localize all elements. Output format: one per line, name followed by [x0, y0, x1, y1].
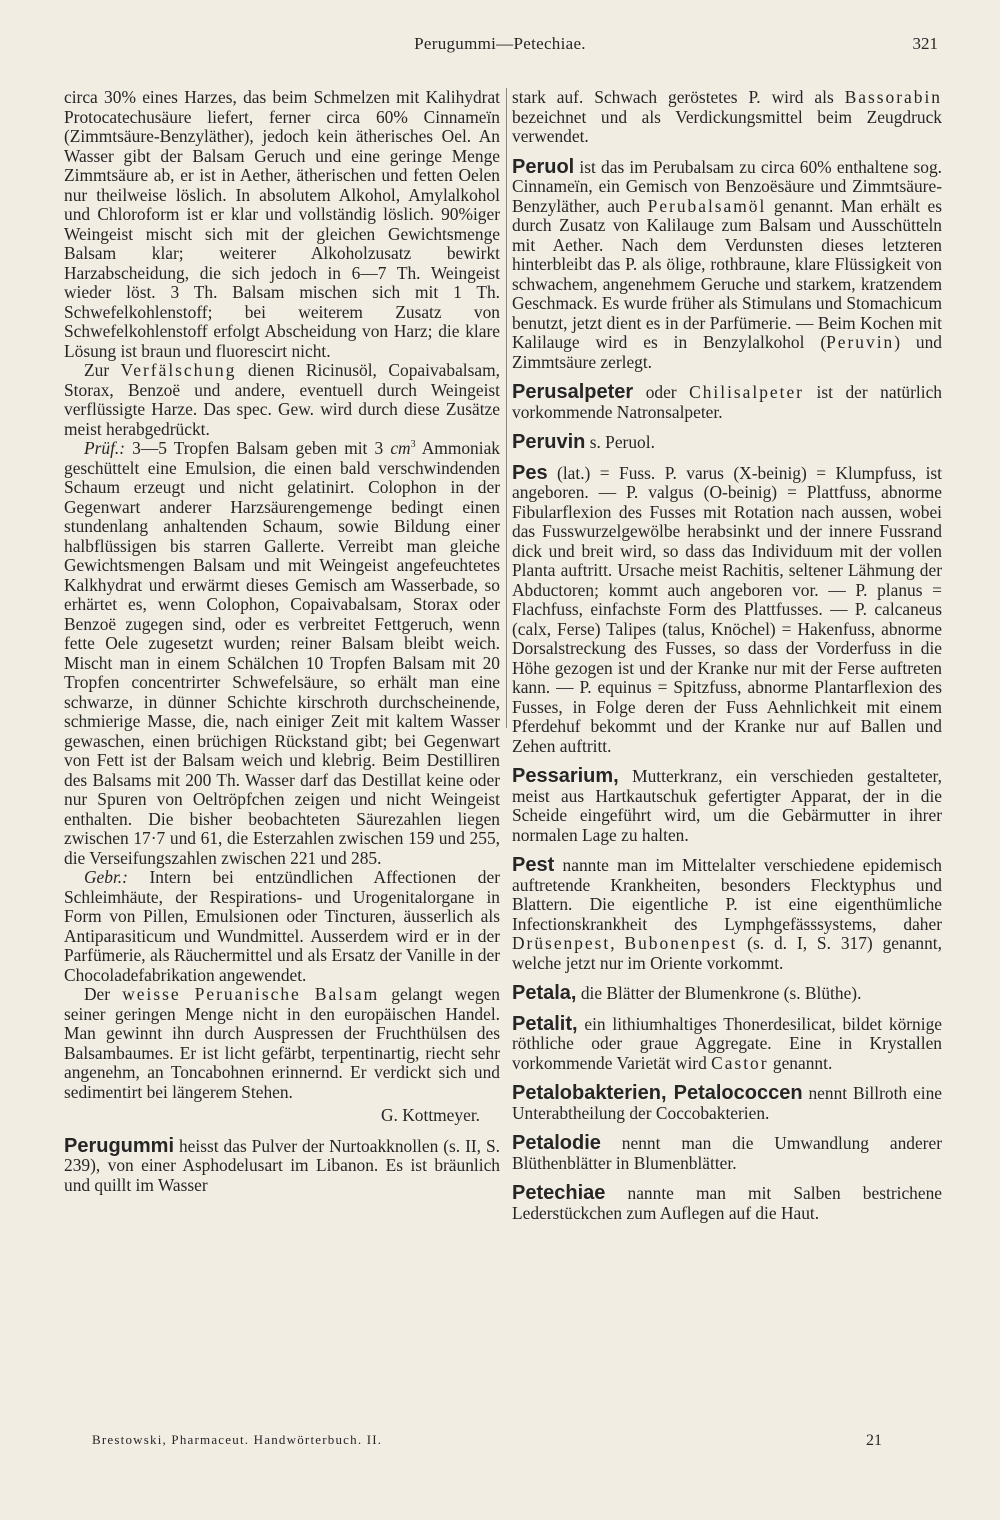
entry-pest: Pest nannte man im Mittelalter verschiedene epidemisch auftretende Krankheiten, besonders Flecktyphus und Blattern. Die eigentliche P. ist eine eigenthümliche Infectionskrankheit des Lymphgefässsystems, daher Drüsenpest, Bubonenpest (s. d. I, S. 317) genannt, welche jetzt nur im Oriente vorkommt. — [512, 854, 942, 973]
right-column — [512, 88, 942, 1223]
spaced-term: Castor — [711, 1052, 769, 1073]
spaced-term: Bassorabin — [844, 87, 942, 107]
pruef-label: Prüf.: — [84, 438, 126, 458]
headword: Perusalpeter — [512, 381, 634, 403]
entry-perusalpeter: Perusalpeter oder Chilisalpeter ist der natürlich vorkommende Natronsalpeter. — [512, 381, 942, 422]
gebr-label: Gebr.: — [84, 867, 128, 887]
entry-petechiae: Petechiae nannte man mit Salben bestrichene Lederstückchen zum Auflegen auf die Haut. — [512, 1182, 942, 1223]
headword: Pessarium, — [512, 765, 619, 787]
running-title: Perugummi—Petechiae. — [414, 34, 586, 53]
headword: Peruvin — [512, 431, 586, 453]
headword: Petechiae — [512, 1182, 606, 1204]
headword: Petalodie — [512, 1132, 601, 1154]
white-balsam-paragraph: Der weisse Peruanische Balsam gelangt wegen seiner geringen Menge nicht in den europäischen Handel. Man gewinnt ihn durch Auspressen der Fruchthülsen des Balsambaumes. Er ist licht gefärbt, terpentinartig, riecht sehr angenehm, an Toncabohnen erinnernd. Er verdickt sich und sedimentirt bei längerem Stehen. — [64, 984, 500, 1102]
balsam-properties-paragraph: circa 30% eines Harzes, das beim Schmelzen mit Kalihydrat Protocatechusäure liefert, ferner circa 60% Cinnameïn (Zimmtsäure-Benzyläther), jedoch kein ätherisches Oel. An Wasser gibt der Balsam Geruch und eine geringe Menge Zimmtsäure ab, er ist in Aether, ätherischen und fetten Oelen nur theilweise löslich. In absolutem Alkohol, Amylalkohol und Chloroform ist er klar und vollständig löslich. 90%iger Weingeist mischt sich mit der gleichen Gewichtsmenge Balsam klar; weiterer Alkoholzusatz bewirkt Harzabscheidung, die sich jedoch in 6—7 Th. Weingeist wieder löst. 3 Th. Balsam mischen sich mit 1 Th. Schwefelkohlenstoff; bei weiterem Zusatz von Schwefelkohlenstoff erfolgt Abscheidung von Harz; die klare Lösung ist braun und fluorescirt nicht. — [64, 87, 500, 361]
entry-pessarium: Pessarium, Mutterkranz, ein verschieden gestalteter, meist aus Hartkautschuk gefertigter Apparat, der in die Scheide eingeführt wird, um die Gebärmutter in ihrer normalen Lage zu halten. — [512, 765, 942, 845]
spaced-term: Bubonenpest — [624, 933, 738, 953]
testing-paragraph: Prüf.: 3—5 Tropfen Balsam geben mit 3 $cm^3$ Ammoniak geschüttelt eine Emulsion, die einen bald verschwindenden Schaum erzeugt und nicht gelatinirt. Colophon in der Gegenwart anderer Harzsäurengemenge bedingt einen stundenlang anhaltenden Schaum, sowie Bildung einer halbflüssigen bis starren Gallerte. Verreibt man gleiche Gewichtsmengen Balsam und mit Weingeist angefeuchtetes Kalkhydrat und erwärmt dieses Gemisch am Wasserbade, so erhärtet es, wenn Colophon, Copaivabalsam, Storax oder Benzoë zugegen sind, oder es verbreitet Fettgeruch, wenn fette Oele zugesetzt wurden; reiner Balsam bleibt weich. Mischt man in einem Schälchen 10 Tropfen Balsam mit 20 Tropfen concentrirter Schwefelsäure, so erhält man eine schwarze, in dünner Schichte kirschroth durchscheinende, schmierige Masse, die, nach einiger Zeit mit kaltem Wasser gewaschen, einen brüchigen Rückstand gibt; bei Gegenwart von Fett ist der Balsam weich und klebrig. Beim Destilliren des Balsams mit 200 Th. Wasser darf das Destillat keine oder nur Spuren von Oeltröpfchen zeigen und nicht Weingeist enthalten. Die bisher beobachteten Säurezahlen liegen zwischen 17·7 und 61, die Esterzahlen zwischen 159 und 255, die Verseifungszahlen zwischen 221 und 285. — [64, 438, 500, 868]
entry-petalit: Petalit, ein lithiumhaltiges Thonerdesilicat, bildet körnige röthliche oder graue Aggregate. Eine in Krystallen vorkommende Varietät wird Castor genannt. — [512, 1012, 942, 1073]
page-header — [0, 34, 1000, 58]
adulteration-paragraph: Zur Verfälschung dienen Ricinusöl, Copaivabalsam, Storax, Benzoë und andere, eventuell durch Weingeist verflüssigte Harze. Das spec. Gew. wird durch diese Zusätze meist herabgedrückt. — [64, 360, 500, 439]
author-signature: G. Kottmeyer. — [380, 1105, 480, 1125]
entry-peruol: Peruol ist das im Perubalsam zu circa 60% enthaltene sog. Cinnameïn, ein Gemisch von Benzoësäure und Zimmtsäure-Benzyläther, auch Perubalsamöl genannt. Man erhält es durch Zusatz von Kalilauge zum Balsam und Ausschütteln mit Aether. Nach dem Verdunsten dieses letzteren hinterbleibt das P. als ölige, rothbraune, klare Flüssigkeit von schwachem, angenehmem Geruche und starkem, kratzendem Geschmack. Es wurde früher als Stimulans und Stomachicum benutzt, jetzt dient es in der Parfümerie. — Beim Kochen mit Kalilauge wird es in Benzylalkohol (Peruvin) und Zimmtsäure zerlegt. — [512, 155, 942, 372]
headword: Petalobakterien, Petalococcen — [512, 1082, 803, 1104]
headword: Perugummi — [64, 1134, 175, 1157]
usage-paragraph: Gebr.: Intern bei entzündlichen Affectionen der Schleimhäute, der Respirations- und Urogenitalorgane in Form von Pillen, Emulsionen oder Tincturen, äusserlich als Antiparasiticum und Wundmittel. Ausserdem wird er in der Parfümerie, als Räuchermittel und als Ersatz der Vanille in der Chocoladefabrikation angewendet. — [64, 867, 500, 985]
headword: Petalit, — [512, 1012, 578, 1035]
entry-perugummi: Perugummi heisst das Pulver der Nurtoakknollen (s. II, S. 239), von einer Asphodelusart im Libanon. Es ist bräunlich und quillt im Wasser — [64, 1134, 500, 1195]
entry-pes: Pes (lat.) = Fuss. P. varus (X-beinig) = Klumpfuss, ist angeboren. — P. valgus (O-beinig) = Plattfuss, abnorme Fibularflexion des Fusses mit Rotation nach aussen, wobei das Fusswurzelgewölbe herabsinkt und der innere Fussrand dick und breit wird, so dass das Individuum mit der vollen Planta auftritt. Ursache meist Rachitis, seltener Lähmung der Abductoren; kommt auch angeboren vor. — P. planus = Flachfuss, einfachste Form des Plattfusses. — P. calcaneus (calx, Ferse) Talipes (talus, Knöchel) = Hakenfuss, abnorme Dorsalstreckung des Fusses, so dass der Vorderfuss in die Höhe gezogen ist und der Kranke nur mit der Ferse auftreten kann. — P. equinus = Spitzfuss, abnorme Plantarflexion des Fusses, in Folge deren der Fuss Aehnlichkeit mit einem Pferdehuf bekommt und der Kranke nur auf Ballen und Zehen auftritt. — [512, 461, 942, 756]
spaced-term: Perubalsamöl — [647, 195, 767, 216]
spaced-term: Drüsenpest — [512, 933, 611, 953]
footer-publication: Brestowski, Pharmaceut. Handwörterbuch. II. — [92, 1432, 383, 1447]
unit-cm: cm — [390, 438, 411, 458]
page-footer — [92, 1432, 882, 1454]
spaced-term: Verfälschung — [120, 360, 237, 380]
signature-mark: 21 — [866, 1432, 882, 1449]
left-column — [64, 88, 500, 1195]
headword: Peruol — [512, 155, 575, 178]
headword: Petala, — [512, 982, 577, 1004]
page-number: 321 — [912, 34, 938, 53]
spaced-term: Chilisalpeter — [689, 382, 804, 402]
unit-exponent: 3 — [410, 439, 416, 451]
entry-peruvin: Peruvin s. Peruol. — [512, 431, 655, 453]
entry-petalodie: Petalodie nennt man die Umwandlung anderer Blüthenblätter in Blumenblätter. — [512, 1132, 942, 1173]
spaced-term: weisse Peruanische Balsam — [122, 984, 380, 1004]
spaced-term: Peruvin — [826, 332, 895, 352]
entry-petala: Petala, die Blätter der Blumenkrone (s. Blüthe). — [512, 982, 862, 1004]
column-divider — [506, 88, 507, 728]
perugummi-continuation: stark auf. Schwach geröstetes P. wird als Bassorabin bezeichnet und als Verdickungsmittel beim Zeugdruck verwendet. — [512, 87, 942, 146]
entry-petalobakterien: Petalobakterien, Petalococcen nennt Billroth eine Unterabtheilung der Coccobakterien. — [512, 1082, 942, 1123]
headword: Pest — [512, 854, 555, 876]
headword: Pes — [512, 461, 548, 484]
